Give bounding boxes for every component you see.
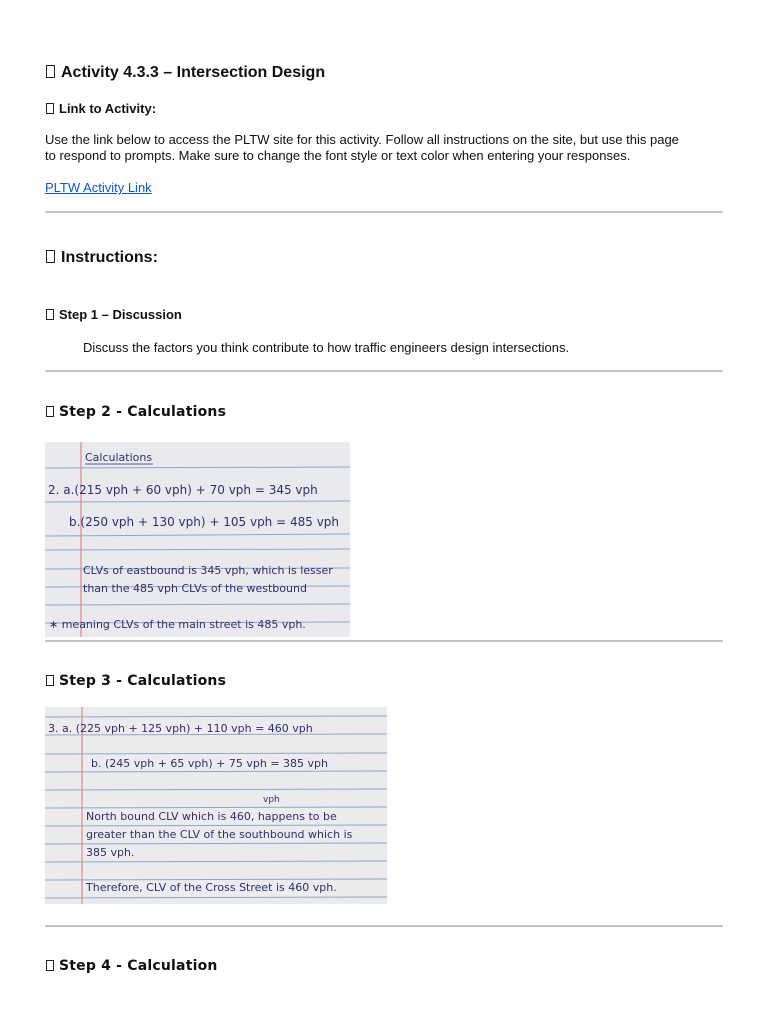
step1-heading <box>46 307 182 322</box>
link-instructions-line2: to respond to prompts. Make sure to change the font style or text color when entering your responses. <box>45 148 631 163</box>
placeholder-glyph-icon <box>46 960 54 971</box>
link-section-heading-text: Link to Activity: <box>59 101 157 116</box>
page-title <box>46 64 325 82</box>
step2-note-line4: CLVs of eastbound is 345 vph, which is lesser <box>83 564 333 577</box>
step3-note-line2: b. (245 vph + 65 vph) + 75 vph = 385 vph <box>91 757 329 770</box>
step3-note-vph: vph <box>263 795 280 805</box>
step2-note-line3: b.(250 vph + 130 vph) + 105 vph = 485 vph <box>69 515 340 529</box>
step3-note-line3: North bound CLV which is 460, happens to be <box>86 810 337 823</box>
step1-heading-text: Step 1 – Discussion <box>59 307 182 322</box>
step4-heading-text: Step 4 - Calculation <box>59 958 218 974</box>
step3-note-line4: greater than the CLV of the southbound which is <box>86 828 353 841</box>
step2-heading <box>46 404 226 420</box>
instructions-heading-text: Instructions: <box>61 249 158 266</box>
placeholder-glyph-icon <box>46 675 54 686</box>
step4-heading <box>46 958 218 974</box>
page-title-text: Activity 4.3.3 – Intersection Design <box>61 64 326 81</box>
link-instructions <box>45 132 735 164</box>
step2-note-line2: 2. a.(215 vph + 60 vph) + 70 vph = 345 vph <box>48 483 318 497</box>
step3-note-line5: 385 vph. <box>86 846 135 859</box>
step2-notebook-svg <box>45 442 350 637</box>
instructions-heading <box>46 249 158 267</box>
step3-note-line1: 3. a. (225 vph + 125 vph) + 110 vph = 460 vph <box>48 722 313 735</box>
link-instructions-line1: Use the link below to access the PLTW site for this activity. Follow all instructions on the site, but use this page <box>45 132 679 147</box>
step2-notebook-photo <box>45 442 350 637</box>
step2-note-line1: Calculations <box>85 451 153 464</box>
placeholder-glyph-icon <box>46 309 54 320</box>
step2-heading-text: Step 2 - Calculations <box>59 404 227 420</box>
step3-heading <box>46 673 226 689</box>
step3-note-line6: Therefore, CLV of the Cross Street is 460 vph. <box>86 881 337 894</box>
step1-text: Discuss the factors you think contribute to how traffic engineers design intersections. <box>83 340 570 355</box>
step2-note-line5: than the 485 vph CLVs of the westbound <box>83 582 307 595</box>
pltw-activity-link[interactable]: PLTW Activity Link <box>45 180 152 195</box>
divider <box>45 925 723 927</box>
placeholder-glyph-icon <box>46 406 54 417</box>
link-section-heading <box>46 101 156 116</box>
step2-note-line6: ∗ meaning CLVs of the main street is 485 vph. <box>49 618 306 631</box>
step3-notebook-photo <box>45 707 387 904</box>
placeholder-glyph-icon <box>46 103 54 114</box>
step3-heading-text: Step 3 - Calculations <box>59 673 227 689</box>
divider <box>45 370 723 372</box>
placeholder-glyph-icon <box>46 250 55 263</box>
divider <box>45 640 723 642</box>
placeholder-glyph-icon <box>46 65 55 78</box>
step3-notebook-svg <box>45 707 387 904</box>
divider <box>45 211 723 213</box>
